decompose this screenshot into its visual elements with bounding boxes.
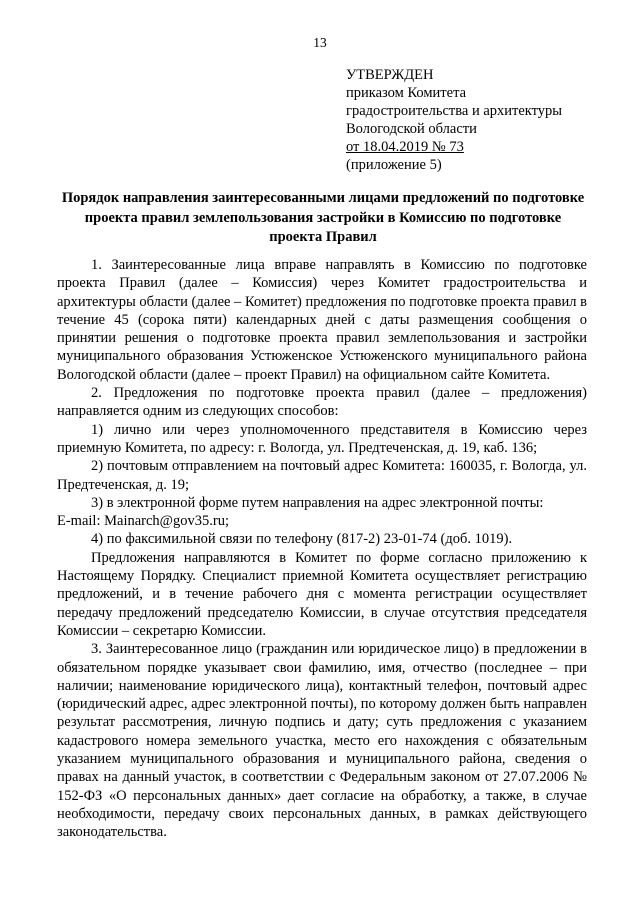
document-title: Порядок направления заинтересованными лицами предложений по подготовке проекта правил землепользования застройки в Комиссию по подготовке проекта Правил <box>61 190 585 245</box>
approval-appendix-note: (приложение 5) <box>346 157 442 173</box>
paragraph-1: 1. Заинтересованные лица вправе направлять в Комиссию по подготовке проекта Правил (далее – Комиссия) через Комитет градостроительства и архитектуры области (далее – Комитет) предложения по подготовке проекта правил в течение 45 (сорока пяти) календарных дней с даты размещения сообщения о принятии решения о подготовке проекта правил землепользования и застройки муниципального образования Устюженское Устюженского муниципального района Вологодской области (далее – проект Правил) на официальном сайте Комитета. <box>57 257 587 383</box>
document-body <box>57 256 587 842</box>
approval-date-number: от 18.04.2019 № 73 <box>346 139 464 155</box>
approval-order-line: приказом Комитета <box>346 85 467 101</box>
paragraph-submission: Предложения направляются в Комитет по форме согласно приложению к Настоящему Порядку. Специалист приемной Комитета осуществляет регистрацию предложений, и в течение рабочего дня с момента регистрации осуществляет передачу предложений председателю Комиссии, в случае отсутствия председателя Комиссии – секретарю Комиссии. <box>57 549 587 639</box>
approval-region-line: Вологодской области <box>346 121 477 137</box>
list-item-fax: 4) по факсимильной связи по телефону (817-2) 23-01-74 (доб. 1019). <box>91 531 513 548</box>
page-number: 13 <box>313 35 327 50</box>
approval-committee-line: градостроительства и архитектуры <box>346 103 563 119</box>
list-item-in-person: 1) лично или через уполномоченного представителя в Комиссию через приемную Комитета, по адресу: г. Вологда, ул. Предтеченская, д. 19, каб. 136; <box>57 421 587 456</box>
list-item-post: 2) почтовым отправлением на почтовый адрес Комитета: 160035, г. Вологда, ул. Предтеченская, д. 19; <box>57 458 587 493</box>
email-line: E-mail: Mainarch@gov35.ru; <box>57 513 230 530</box>
approval-stamp <box>346 66 606 174</box>
paragraph-2: 2. Предложения по подготовке проекта правил (далее – предложения) направляется одним из следующих способов: <box>57 385 587 420</box>
approval-heading: УТВЕРЖДЕН <box>346 67 434 83</box>
paragraph-3: 3. Заинтересованное лицо (гражданин или юридическое лицо) в предложении в обязательном порядке указывает свои фамилию, имя, отчество (последнее – при наличии; наименование юридического лица), контактный телефон, почтовый адрес (юридический адрес, адрес электронной почты), по которому должен быть направлен результат рассмотрения, личную подпись и дату; суть предложения с указанием кадастрового номера земельного участка, место его нахождения с обязательным указанием муниципального образования и муниципального района, сведения о правах на данный участок, в соответствии с Федеральным законом от 27.07.2006 № 152-ФЗ «О персональных данных» дает согласие на обработку, а также, в случае необходимости, передачу своих персональных данных, в рамках действующего законодательства. <box>57 641 587 841</box>
list-item-electronic: 3) в электронной форме путем направления на адрес электронной почты: <box>91 494 544 511</box>
